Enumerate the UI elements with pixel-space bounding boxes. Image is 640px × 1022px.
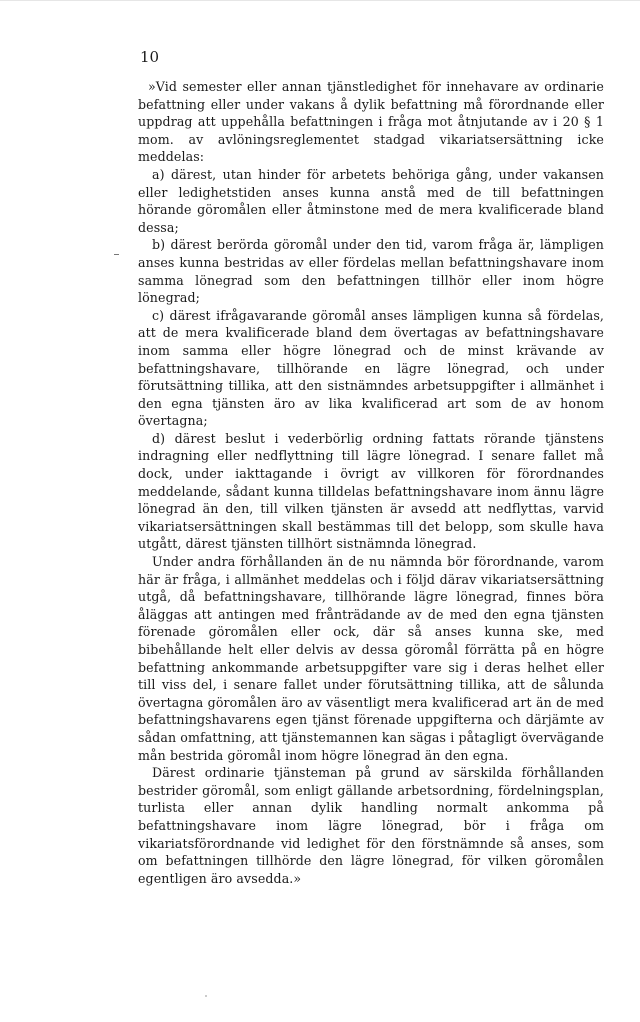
paragraph-item-a: a) därest, utan hinder för arbetets behöriga gång, under vakansen eller ledighetstiden anses kunna anstå med de till befattningen hörande göromålen eller åtminstone med de mera kvalificerade bland dessa; bbox=[138, 166, 604, 235]
scan-top-edge bbox=[0, 0, 640, 1]
page-number: 10 bbox=[140, 48, 160, 66]
paragraph-ordinary-official: Därest ordinarie tjänsteman på grund av särskilda förhållanden bestrider göromål, som enligt gällande arbetsordning, fördelningsplan, turlista eller annan dylik handling normalt ankomma på befattningshavare inom lägre lönegrad, bör i fråga om vikariatsförordnande vid ledighet för den förstnämnde så anses, som om befattningen tillhörde den lägre lönegrad, för vilken göromålen egentligen äro avsedda.» bbox=[138, 765, 604, 886]
paragraph-item-d: d) därest beslut i vederbörlig ordning fattats rörande tjänstens indragning eller nedflyttning till lägre lönegrad. I senare fallet må dock, under iakttagande i övrigt av villkoren för förordnandes meddelande, sådant kunna tilldelas befattningshavare inom ännu lägre lönegrad än den, till vilken tjänsten är avsedd att nedflyttas, varvid vikariatsersättningen skall bestämmas till det belopp, som skulle hava utgått, därest tjänsten tillhört sistnämnda lönegrad. bbox=[138, 430, 604, 552]
scan-speck bbox=[205, 995, 207, 997]
margin-mark bbox=[114, 254, 119, 255]
body-text bbox=[138, 78, 604, 887]
paragraph-intro: »Vid semester eller annan tjänstledighet för innehavare av ordinarie befattning eller under vakans å dylik befattning må förordnande eller uppdrag att uppehålla befattningen i fråga mot åtnjutande av i 20 § 1 mom. av avlöningsreglementet stadgad vikariatsersättning icke meddelas: bbox=[138, 79, 604, 165]
paragraph-item-b: b) därest berörda göromål under den tid, varom fråga är, lämpligen anses kunna bestridas av eller fördelas mellan befattningshavare inom samma lönegrad som den befattningen tillhör eller inom högre lönegrad; bbox=[138, 237, 604, 306]
paragraph-item-c: c) därest ifrågavarande göromål anses lämpligen kunna så fördelas, att de mera kvalificerade bland dem övertagas av befattningshavare inom samma eller högre lönegrad och de minst krävande av befattningshavare, tillhörande en lägre lönegrad, och under förutsättning tillika, att den sistnämndes arbetsuppgifter i allmänhet i den egna tjänsten äro av lika kvalificerad art som de av honom övertagna; bbox=[138, 307, 604, 429]
paragraph-other-circumstances: Under andra förhållanden än de nu nämnda bör förordnande, varom här är fråga, i allmänhet meddelas och i följd därav vikariatsersättning utgå, då befattningshavare, tillhörande lägre lönegrad, finnes böra åläggas att antingen med frånträdande av de med den egna tjänsten förenade göromålen eller ock, där så anses kunna ske, med bibehållande helt eller delvis av dessa göromål förrätta på en högre befattning ankommande arbetsuppgifter vare sig i deras helhet eller till viss del, i senare fallet under förutsättning tillika, att de sålunda övertagna göromålen äro av väsentligt mera kvalificerad art än de med befattningshavarens egen tjänst förenade uppgifterna och därjämte av sådan omfattning, att tjänstemannen kan sägas i påtagligt övervägande mån bestrida göromål inom högre lönegrad än den egna. bbox=[138, 554, 604, 763]
